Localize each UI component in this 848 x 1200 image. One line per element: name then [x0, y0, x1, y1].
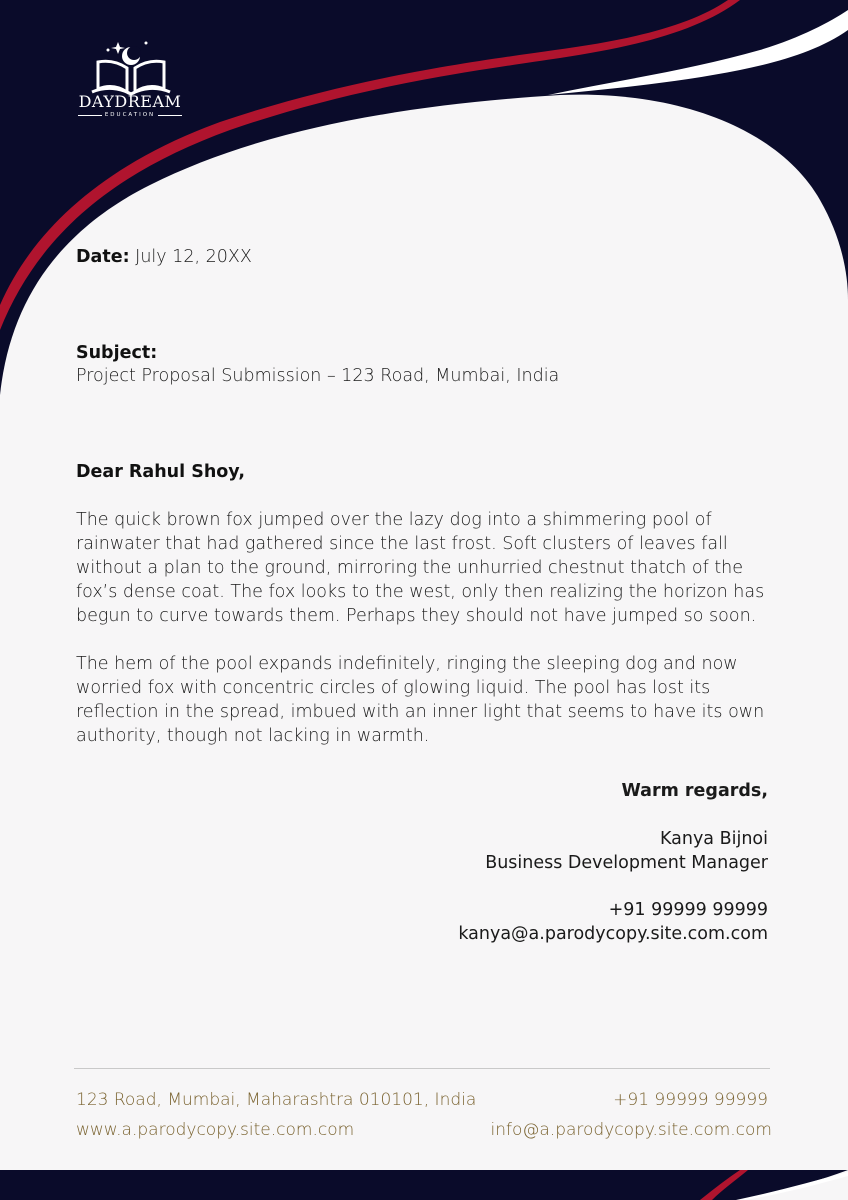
closing: Warm regards, [621, 781, 768, 801]
footer-email: info@a.parodycopy.site.com.com [490, 1120, 772, 1140]
body-paragraph-1: The quick brown fox jumped over the lazy dog into a shimmering pool of rainwater that had gathered since the last frost. Soft clusters of leaves fall without a plan to the ground, mirroring the unhurried chestnut thatch of the fox’s dense coat. The fox looks to the west, only then realizing the horizon has begun to curve towards them. Perhaps they should not have jumped so soon. [76, 510, 765, 626]
signer-email: kanya@a.parodycopy.site.com.com [458, 924, 768, 944]
brand-tagline: EDUCATION [104, 112, 156, 118]
footer-website: www.a.parodycopy.site.com.com [76, 1120, 355, 1140]
footer-divider [74, 1068, 770, 1069]
signer-name: Kanya Bijnoi [659, 829, 768, 849]
brand-name: DAYDREAM [78, 92, 182, 111]
footer-wave-decoration [0, 1160, 848, 1200]
signer-phone: +91 99999 99999 [608, 900, 768, 920]
brand-divider-right [158, 115, 182, 116]
letter-date [76, 245, 252, 269]
signer-title: Business Development Manager [485, 853, 768, 873]
greeting: Dear Rahul Shoy, [76, 462, 246, 482]
body-paragraph-2: The hem of the pool expands indefinitely, ringing the sleeping dog and now worried fox with concentric circles of glowing liquid. The pool has lost its reflection in the spread, imbued with an inner light that seems to have its own authority, though not lacking in warmth. [76, 654, 765, 746]
date-value: July 12, 20XX [135, 247, 252, 267]
subject-value: Project Proposal Submission – 123 Road, Mumbai, India [76, 366, 560, 386]
date-label: Date: [76, 247, 130, 267]
footer-address: 123 Road, Mumbai, Maharashtra 010101, India [76, 1090, 477, 1110]
subject-label: Subject: [76, 343, 158, 363]
footer-phone: +91 99999 99999 [613, 1090, 768, 1110]
